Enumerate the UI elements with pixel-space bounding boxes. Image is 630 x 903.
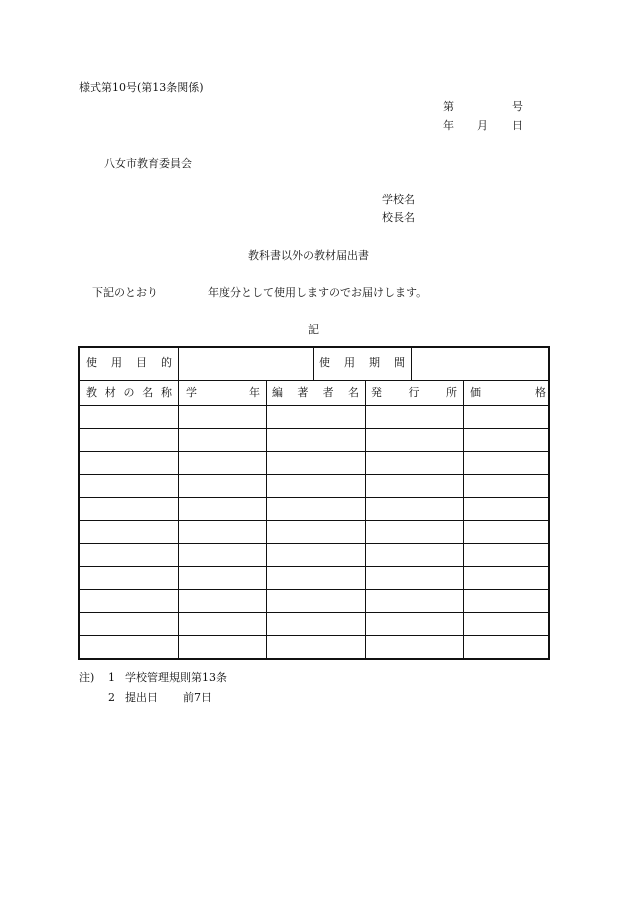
table-cell[interactable] <box>179 613 266 634</box>
table-cell[interactable] <box>179 498 266 519</box>
date-month: 月 <box>477 119 488 132</box>
table-cell[interactable] <box>464 406 548 427</box>
note-1-text: 学校管理規則第13条 <box>125 671 227 684</box>
table-cell[interactable] <box>464 636 548 657</box>
school-name-label: 学校名 <box>382 193 415 206</box>
table-cell[interactable] <box>80 567 178 588</box>
table-cell[interactable] <box>267 636 365 657</box>
body-text-prefix: 下記のとおり <box>92 286 158 299</box>
recipient: 八女市教育委員会 <box>104 157 192 170</box>
table-cell[interactable] <box>267 475 365 496</box>
principal-name-label: 校長名 <box>382 211 415 224</box>
table-cell[interactable] <box>179 544 266 565</box>
table-cell[interactable] <box>80 590 178 611</box>
table-cell[interactable] <box>267 567 365 588</box>
table-cell[interactable] <box>179 475 266 496</box>
table-cell[interactable] <box>366 406 463 427</box>
note-2-extra: 前7日 <box>183 691 212 704</box>
table-cell[interactable] <box>80 429 178 450</box>
usage-purpose-field[interactable] <box>179 348 312 379</box>
table-cell[interactable] <box>267 406 365 427</box>
table-cell[interactable] <box>366 544 463 565</box>
table-cell[interactable] <box>179 406 266 427</box>
table-cell[interactable] <box>179 590 266 611</box>
table-cell[interactable] <box>179 452 266 473</box>
table-cell[interactable] <box>267 452 365 473</box>
header-material-name: 教 材 の 名 称 <box>86 386 172 399</box>
note-1-number: 1 <box>108 671 115 684</box>
table-cell[interactable] <box>267 613 365 634</box>
date-day: 日 <box>512 119 523 132</box>
table-cell[interactable] <box>80 406 178 427</box>
table-cell[interactable] <box>366 590 463 611</box>
table-cell[interactable] <box>366 636 463 657</box>
header-author: 編 著 者 名 <box>272 386 359 399</box>
table-cell[interactable] <box>267 429 365 450</box>
table-cell[interactable] <box>464 590 548 611</box>
table-cell[interactable] <box>80 452 178 473</box>
table-cell[interactable] <box>179 521 266 542</box>
table-cell[interactable] <box>366 498 463 519</box>
table-cell[interactable] <box>464 567 548 588</box>
table-cell[interactable] <box>267 544 365 565</box>
usage-period-field[interactable] <box>412 348 548 379</box>
table-cell[interactable] <box>366 613 463 634</box>
table-cell[interactable] <box>179 636 266 657</box>
table-cell[interactable] <box>366 567 463 588</box>
usage-period-label: 使 用 期 間 <box>319 356 405 369</box>
table-cell[interactable] <box>80 636 178 657</box>
table-cell[interactable] <box>267 498 365 519</box>
table-cell[interactable] <box>179 429 266 450</box>
table-cell[interactable] <box>366 429 463 450</box>
table-cell[interactable] <box>464 429 548 450</box>
doc-number-dai: 第 <box>443 100 454 113</box>
record-heading: 記 <box>308 323 319 336</box>
table-cell[interactable] <box>464 544 548 565</box>
table-cell[interactable] <box>464 452 548 473</box>
table-cell[interactable] <box>80 498 178 519</box>
table-cell[interactable] <box>80 613 178 634</box>
notes-label: 注) <box>79 671 95 684</box>
form-number: 様式第10号(第13条関係) <box>79 81 204 94</box>
table-cell[interactable] <box>464 521 548 542</box>
table-cell[interactable] <box>80 475 178 496</box>
usage-purpose-label: 使 用 目 的 <box>86 356 172 369</box>
row-divider <box>80 380 548 381</box>
table-cell[interactable] <box>267 521 365 542</box>
table-cell[interactable] <box>267 590 365 611</box>
form-table <box>78 346 550 660</box>
column-divider <box>313 348 314 380</box>
table-cell[interactable] <box>366 475 463 496</box>
header-price: 価 格 <box>470 386 546 399</box>
header-publisher: 発 行 所 <box>371 386 457 399</box>
note-2-number: 2 <box>108 691 115 704</box>
table-cell[interactable] <box>464 475 548 496</box>
header-grade: 学 年 <box>186 386 260 399</box>
table-cell[interactable] <box>179 567 266 588</box>
table-cell[interactable] <box>464 613 548 634</box>
table-cell[interactable] <box>366 521 463 542</box>
date-year: 年 <box>443 119 454 132</box>
note-2-text: 提出日 <box>125 691 158 704</box>
body-text-suffix: 年度分として使用しますのでお届けします。 <box>208 286 428 299</box>
doc-number-go: 号 <box>512 100 523 113</box>
document-title: 教科書以外の教材届出書 <box>248 249 369 262</box>
table-cell[interactable] <box>80 544 178 565</box>
table-cell[interactable] <box>464 498 548 519</box>
table-cell[interactable] <box>80 521 178 542</box>
table-cell[interactable] <box>366 452 463 473</box>
